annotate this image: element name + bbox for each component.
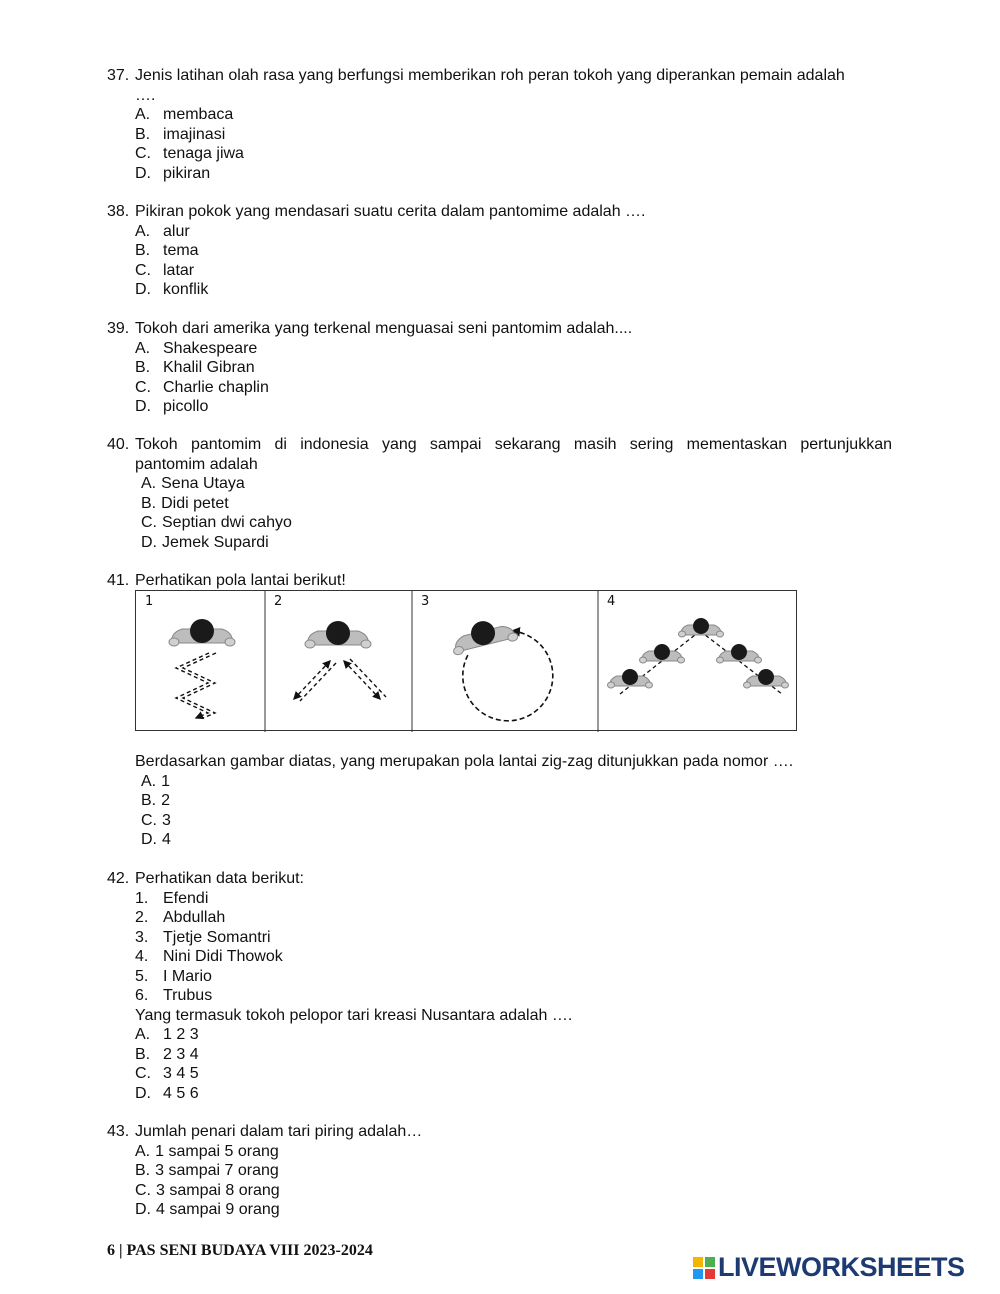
logo-text: LIVEWORKSHEETS (718, 1252, 965, 1282)
question-41-answers (107, 752, 892, 850)
option-b[interactable]: B. Khalil Gibran (135, 359, 255, 376)
question-number: 39. (107, 320, 130, 337)
logo-square-1 (693, 1257, 703, 1267)
figure-label-2: 2 (274, 594, 283, 609)
option-b[interactable]: B. 3 sampai 7 orang (135, 1162, 279, 1179)
question-text-continued: pantomim adalah (135, 455, 258, 473)
floor-pattern-figure (135, 590, 797, 731)
logo-square-4 (705, 1269, 715, 1279)
option-c[interactable]: C. Charlie chaplin (135, 378, 269, 396)
data-item: 2. Abdullah (135, 909, 226, 926)
question-42 (107, 869, 892, 1103)
logo-square-3 (693, 1269, 703, 1279)
data-item: 5. I Mario (135, 967, 212, 985)
option-a[interactable]: A. Sena Utaya (141, 475, 245, 492)
question-37 (107, 66, 892, 183)
pattern-2-diagonal (294, 621, 386, 701)
option-a[interactable]: A. alur (135, 222, 190, 240)
question-number: 38. (107, 203, 130, 220)
question-number: 41. (107, 572, 130, 589)
figure-label-3: 3 (421, 594, 430, 609)
option-c[interactable]: C. 3 sampai 8 orang (135, 1181, 280, 1199)
question-text: Tokoh dari amerika yang terkenal menguasai seni pantomim adalah.... (135, 320, 633, 337)
option-d[interactable]: D. konflik (135, 281, 209, 298)
option-d[interactable]: D. pikiran (135, 164, 211, 182)
question-text: Pikiran pokok yang mendasari suatu cerita dalam pantomime adalah …. (135, 203, 646, 220)
option-b[interactable]: B. imajinasi (135, 125, 226, 143)
option-a[interactable]: A. 1 sampai 5 orang (135, 1142, 279, 1160)
question-text-continued: …. (135, 86, 156, 104)
data-item: 6. Trubus (135, 987, 213, 1004)
question-43 (107, 1122, 892, 1220)
data-item: 4. Nini Didi Thowok (135, 948, 283, 965)
figure-label-4: 4 (607, 594, 616, 609)
option-c[interactable]: C. 3 4 5 (135, 1065, 199, 1082)
figure-label-1: 1 (145, 594, 154, 609)
logo-square-2 (705, 1257, 715, 1267)
logo-icon (693, 1257, 715, 1279)
option-b[interactable]: B. 2 (141, 792, 171, 809)
question-40 (107, 435, 892, 552)
question-prompt: Berdasarkan gambar diatas, yang merupakan pola lantai zig-zag ditunjukkan pada nomor …. (135, 753, 794, 770)
option-d[interactable]: D. 4 (141, 831, 171, 848)
option-c[interactable]: C. latar (135, 261, 195, 279)
floor-pattern-drawing (136, 591, 798, 732)
data-item: 1. Efendi (135, 889, 209, 907)
option-d[interactable]: D. 4 sampai 9 orang (135, 1201, 280, 1218)
option-a[interactable]: A. 1 2 3 (135, 1026, 199, 1043)
question-text: Perhatikan data berikut: (135, 870, 304, 887)
question-text: Jenis latihan olah rasa yang berfungsi memberikan roh peran tokoh yang diperankan pemain adalah (135, 67, 845, 84)
question-prompt: Yang termasuk tokoh pelopor tari kreasi Nusantara adalah …. (135, 1006, 573, 1024)
question-38 (107, 202, 892, 300)
question-number: 43. (107, 1123, 130, 1140)
question-number: 37. (107, 67, 130, 84)
option-d[interactable]: D. picollo (135, 398, 209, 415)
option-b[interactable]: B. 2 3 4 (135, 1045, 199, 1063)
option-d[interactable]: D. 4 5 6 (135, 1084, 199, 1102)
pattern-3-circle (448, 613, 553, 720)
page-footer: 6 | PAS SENI BUDAYA VIII 2023-2024 (107, 1242, 373, 1259)
question-number: 40. (107, 436, 130, 453)
option-a[interactable]: A. 1 (141, 772, 171, 790)
option-c[interactable]: C. 3 (141, 811, 171, 829)
option-d[interactable]: D. Jemek Supardi (141, 533, 269, 551)
option-a[interactable]: A. Shakespeare (135, 339, 258, 357)
question-text: Jumlah penari dalam tari piring adalah… (135, 1123, 423, 1140)
option-b[interactable]: B. tema (135, 242, 199, 259)
pattern-4-lines (608, 618, 789, 694)
data-item: 3. Tjetje Somantri (135, 928, 271, 946)
question-39 (107, 319, 892, 417)
option-a[interactable]: A. membaca (135, 106, 234, 123)
question-41 (107, 571, 892, 591)
option-b[interactable]: B. Didi petet (141, 494, 229, 512)
pattern-1-zigzag (169, 619, 235, 718)
option-c[interactable]: C. Septian dwi cahyo (141, 514, 292, 531)
question-text: Tokoh pantomim di indonesia yang sampai sekarang masih sering mementaskan pertunjukkan (135, 436, 892, 453)
question-number: 42. (107, 870, 130, 887)
question-text: Perhatikan pola lantai berikut! (135, 572, 346, 589)
option-c[interactable]: C. tenaga jiwa (135, 145, 244, 162)
